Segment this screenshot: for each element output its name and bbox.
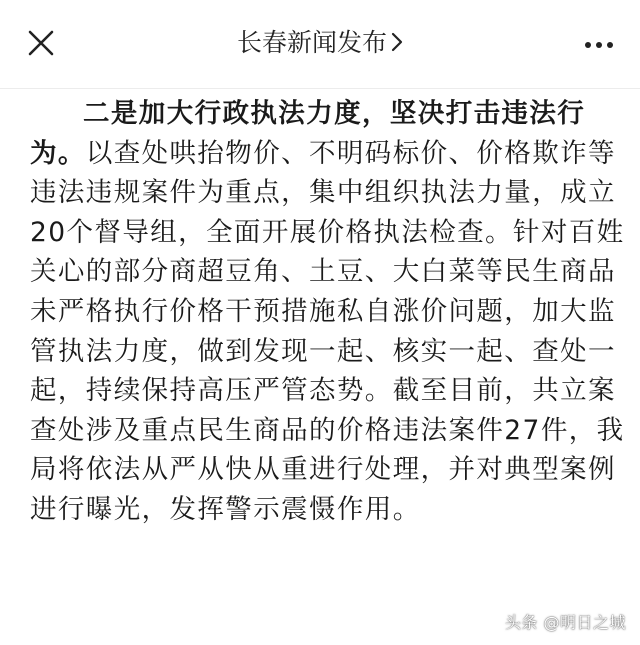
more-icon [584, 39, 614, 51]
article-line: 关心的部分商超豆角、土豆、大白菜等民生商品 [30, 256, 616, 288]
article-line: 查处涉及重点民生商品的价格违法案件27件，我 [30, 414, 625, 446]
article-line: 管执法力度，做到发现一起、核实一起、查处一 [30, 335, 616, 367]
article-line-rest: 以查处哄抬物价、不明码标价、价格欺诈等 [85, 137, 616, 169]
article-line: 进行曝光，发挥警示震慑作用。 [30, 493, 421, 525]
article-line: 局将依法从严从快从重进行处理，并对典型案例 [30, 454, 616, 486]
account-title: 长春新闻发布 [236, 28, 387, 57]
article-line: 未严格执行价格干预措施私自涨价问题，加大监 [30, 295, 616, 327]
more-button[interactable] [584, 36, 614, 48]
article-line: 20个督导组，全面开展价格执法检查。针对百姓 [30, 216, 625, 248]
article-line: 二是加大行政执法力度，坚决打击违法行 [83, 98, 586, 129]
article-body [30, 94, 625, 530]
account-title-link[interactable] [0, 26, 640, 60]
article-line: 起，持续保持高压严管态势。截至目前，共立案 [30, 375, 616, 407]
article-line [30, 134, 616, 174]
nav-bar [0, 0, 640, 89]
article-line: 违法违规案件为重点，集中组织执法力量，成立 [30, 177, 616, 209]
chevron-right-icon [391, 32, 403, 52]
watermark: 头条 @明日之城 [504, 613, 626, 632]
article-line-bold: 为。 [30, 137, 86, 169]
